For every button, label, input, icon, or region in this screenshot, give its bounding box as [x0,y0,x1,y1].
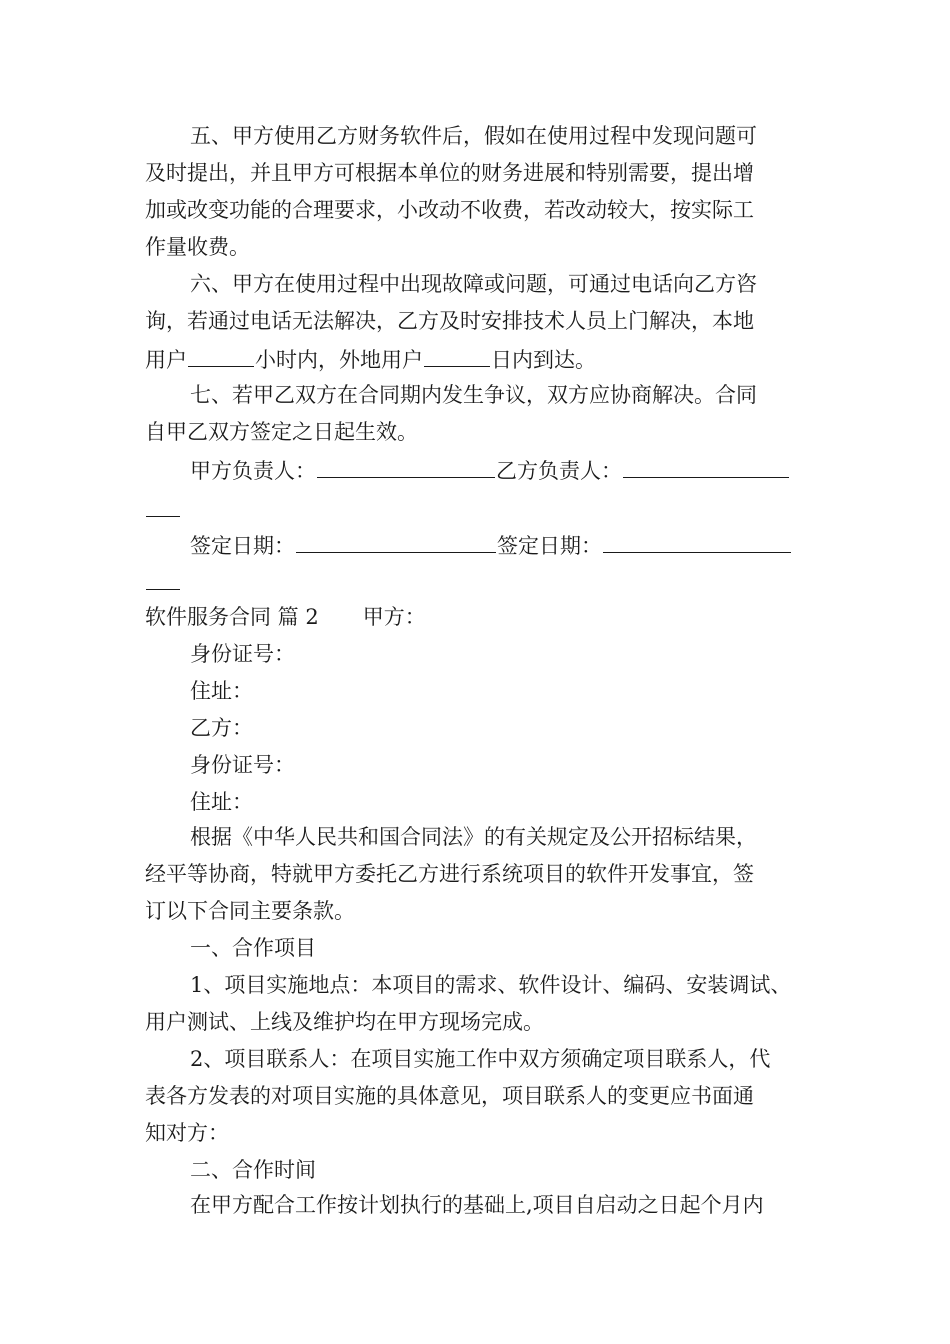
party-a-address-label: 住址： [190,679,253,703]
section-2-title: 软件服务合同 篇 2 [145,605,319,629]
party-b-address-label: 住址： [190,790,253,814]
party-a-rep-label: 甲方负责人： [190,459,316,483]
item-1-line-1: 1、项目实施地点：本项目的需求、软件设计、编码、安装调试、 [190,973,792,997]
date-b-label: 签定日期： [497,534,602,558]
hours-remote-label: 小时内，外地用户 [255,348,423,372]
local-user-label: 用户 [145,348,187,372]
party-b-rep-blank-cont [146,494,180,517]
clause-6-line-3 [145,344,596,374]
party-a-label: 甲方： [362,605,426,629]
signature-rep-line [190,455,790,485]
date-b-blank-cont [146,567,180,590]
clause-5-line-2: 及时提出，并且甲方可根据本单位的财务进展和特别需要，提出增 [145,161,754,185]
blank-days-field [424,344,490,367]
clause-6-line-2: 询，若通过电话无法解决，乙方及时安排技术人员上门解决，本地 [145,309,754,333]
signature-date-line [190,530,792,560]
heading-cooperation-time: 二、合作时间 [190,1158,316,1182]
heading-cooperation-project: 一、合作项目 [190,936,316,960]
party-b-label: 乙方： [190,716,253,740]
item-1-line-2: 用户测试、上线及维护均在甲方现场完成。 [145,1010,544,1034]
party-b-rep-label: 乙方负责人： [496,459,622,483]
item-2-line-2: 表各方发表的对项目实施的具体意见，项目联系人的变更应书面通 [145,1084,754,1108]
signature-date-line-wrap [145,567,181,597]
date-a-blank [296,530,496,553]
intro-line-3: 订以下合同主要条款。 [145,899,355,923]
date-b-blank [603,530,791,553]
party-b-id-label: 身份证号： [190,753,295,777]
party-a-id-label: 身份证号： [190,642,295,666]
item-2-line-1: 2、项目联系人：在项目实施工作中双方须确定项目联系人，代 [190,1047,771,1071]
date-a-label: 签定日期： [190,534,295,558]
item-2-line-3: 知对方： [145,1121,229,1145]
clause-7-line-2: 自甲乙双方签定之日起生效。 [145,420,418,444]
clause-6-line-1: 六、甲方在使用过程中出现故障或问题，可通过电话向乙方咨 [190,272,757,296]
party-b-rep-blank [623,455,789,478]
clause-5-line-1: 五、甲方使用乙方财务软件后，假如在使用过程中发现问题可 [190,124,757,148]
clause-5-line-4: 作量收费。 [145,235,250,259]
clause-7-line-1: 七、若甲乙双方在合同期内发生争议，双方应协商解决。合同 [190,383,757,407]
blank-hours-field [188,344,254,367]
signature-rep-line-wrap [145,494,181,524]
time-clause-line-1: 在甲方配合工作按计划执行的基础上,项目自启动之日起个月内 [190,1193,764,1217]
party-a-rep-blank [317,455,495,478]
section-2-heading [145,603,426,631]
clause-5-line-3: 加或改变功能的合理要求，小改动不收费，若改动较大，按实际工 [145,198,754,222]
intro-line-1: 根据《中华人民共和国合同法》的有关规定及公开招标结果， [190,825,757,849]
intro-line-2: 经平等协商，特就甲方委托乙方进行系统项目的软件开发事宜，签 [145,862,754,886]
arrival-label: 日内到达。 [491,348,596,372]
